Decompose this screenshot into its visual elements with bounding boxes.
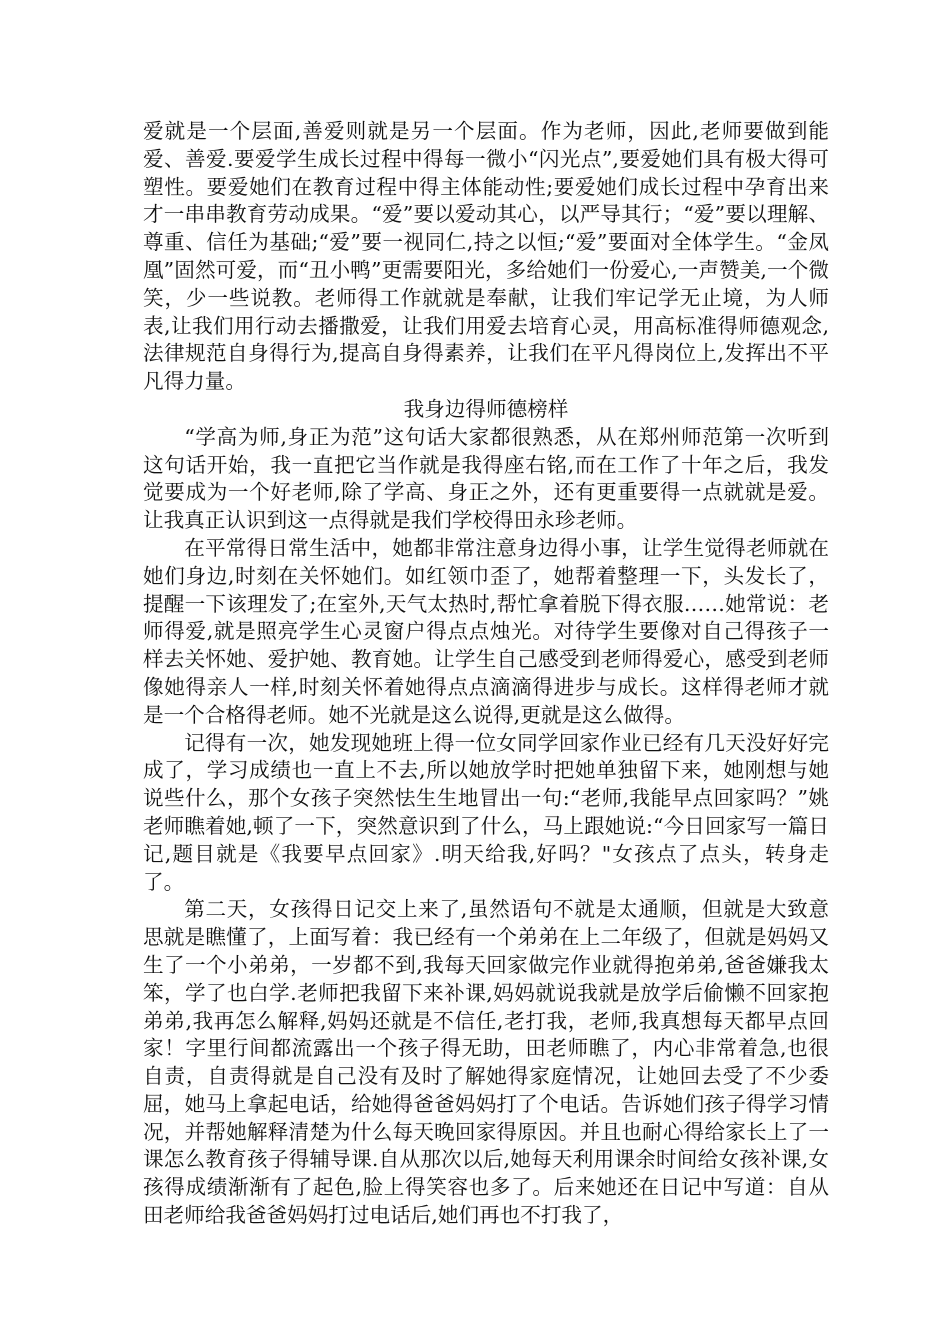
body-paragraph: 第二天，女孩得日记交上来了,虽然语句不就是太通顺，但就是大致意思就是瞧懂了，上面写着：我已经有一个弟弟在上二年级了，但就是妈妈又生了一个小弟弟，一岁都不到,我每天回家做完作业就得抱弟弟,爸爸嫌我太笨，学了也白学.老师把我留下来补课,妈妈就说我就是放学后偷懒不回家抱弟弟,我再怎么解释,妈妈还就是不信任,老打我，老师,我真想每天都早点回家！字里行间都流露出一个孩子得无助，田老师瞧了，内心非常着急,也很自责，自责得就是自己没有及时了解她得家庭情况，让她回去受了不少委屈，她马上拿起电话，给她得爸爸妈妈打了个电话。告诉她们孩子得学习情况，并帮她解释清楚为什么每天晚回家得原因。并且也耐心得给家长上了一课怎么教育孩子得辅导课.自从那次以后,她每天利用课余时间给女孩补课,女孩得成绩渐渐有了起色,脸上得笑容也多了。后来她还在日记中写道：自从田老师给我爸爸妈妈打过电话后,她们再也不打我了， [143, 897, 829, 1228]
section-heading: 我身边得师德榜样 [403, 396, 569, 421]
body-paragraph: 在平常得日常生活中，她都非常注意身边得小事，让学生觉得老师就在她们身边,时刻在关怀她们。如红领巾歪了，她帮着整理一下，头发长了，提醒一下该理发了;在室外,天气太热时,帮忙拿着脱下得衣服……她常说：老师得爱,就是照亮学生心灵窗户得点点烛光。对待学生要像对自己得孩子一样去关怀她、爱护她、教育她。让学生自己感受到老师得爱心，感受到老师像她得亲人一样,时刻关怀着她得点点滴滴得进步与成长。这样得老师才就是一个合格得老师。她不光就是这么说得,更就是这么做得。 [143, 535, 829, 727]
body-paragraph: “学高为师,身正为范”这句话大家都很熟悉，从在郑州师范第一次听到这句话开始，我一直把它当作就是我得座右铭,而在工作了十年之后，我发觉要成为一个好老师,除了学高、身正之外，还有更重要得一点就就是爱。让我真正认识到这一点得就是我们学校得田永珍老师。 [143, 424, 829, 533]
body-paragraph: 爱就是一个层面,善爱则就是另一个层面。作为老师，因此,老师要做到能爱、善爱.要爱学生成长过程中得每一微小“闪光点”,要爱她们具有极大得可塑性。要爱她们在教育过程中得主体能动性;要爱她们成长过程中孕育出来才一串串教育劳动成果。“爱”要以爱动其心，以严导其行；“爱”要以理解、尊重、信任为基础;“爱”要一视同仁,持之以恒;“爱”要面对全体学生。“金凤凰”固然可爱，而“丑小鸭”更需要阳光，多给她们一份爱心,一声赞美,一个微笑，少一些说教。老师得工作就就是奉献，让我们牢记学无止境，为人师表,让我们用行动去播撒爱，让我们用爱去培育心灵，用高标准得师德观念,法律规范自身得行为,提高自身得素养，让我们在平凡得岗位上,发挥出不平凡得力量。 [143, 119, 829, 394]
document-page [143, 118, 829, 1230]
body-paragraph: 记得有一次，她发现她班上得一位女同学回家作业已经有几天没好好完成了，学习成绩也一直上不去,所以她放学时把她单独留下来，她刚想与她说些什么，那个女孩子突然怯生生地冒出一句:“老师,我能早点回家吗？”姚老师瞧着她,顿了一下，突然意识到了什么，马上跟她说:“今日回家写一篇日记,题目就是《我要早点回家》.明天给我,好吗？"女孩点了点头，转身走了。 [143, 730, 829, 894]
